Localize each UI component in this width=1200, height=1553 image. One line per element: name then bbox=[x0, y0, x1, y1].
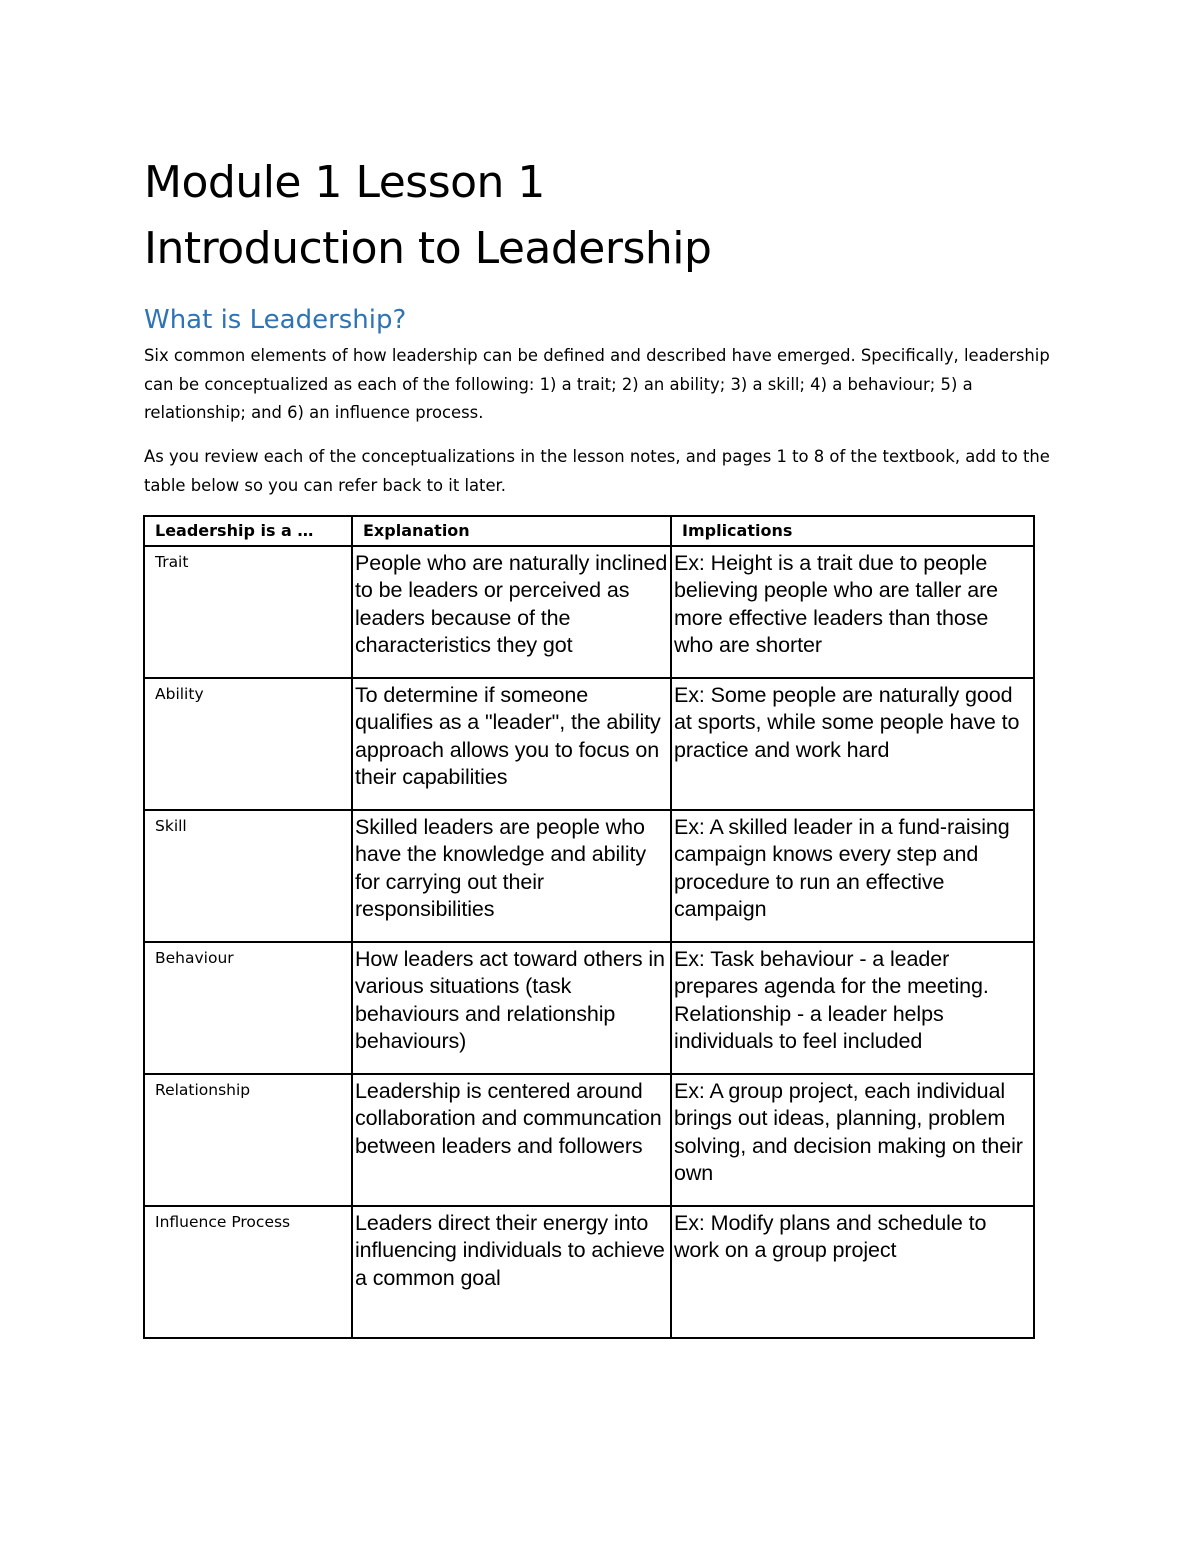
explanation-text: Leaders direct their energy into influencing individuals to achieve a common goal bbox=[355, 1211, 665, 1290]
header-implications: Implications bbox=[671, 516, 1034, 546]
explanation-cell[interactable] bbox=[352, 1074, 671, 1206]
table-row bbox=[144, 942, 1034, 1074]
leadership-table bbox=[143, 515, 1035, 1339]
explanation-cell[interactable] bbox=[352, 546, 671, 678]
implications-cell[interactable] bbox=[671, 942, 1034, 1074]
explanation-text: To determine if someone qualifies as a "leader", the ability approach allows you to focus on their capabilities bbox=[355, 683, 661, 789]
explanation-text: How leaders act toward others in various situations (task behaviours and relationship behaviours) bbox=[355, 947, 665, 1053]
term-cell[interactable] bbox=[144, 810, 352, 942]
implications-cell[interactable] bbox=[671, 678, 1034, 810]
explanation-cell[interactable] bbox=[352, 678, 671, 810]
table-header-row bbox=[144, 516, 1034, 546]
table-row bbox=[144, 546, 1034, 678]
explanation-text: Leadership is centered around collaboration and communcation between leaders and followers bbox=[355, 1079, 662, 1158]
term-cell[interactable] bbox=[144, 1206, 352, 1338]
table-row bbox=[144, 678, 1034, 810]
title-line-topic: Introduction to Leadership bbox=[144, 223, 712, 274]
term-cell[interactable] bbox=[144, 546, 352, 678]
implications-text: Ex: Modify plans and schedule to work on a group project bbox=[674, 1211, 987, 1263]
explanation-cell[interactable] bbox=[352, 810, 671, 942]
header-leadership-is-a: Leadership is a … bbox=[144, 516, 352, 546]
implications-cell[interactable] bbox=[671, 546, 1034, 678]
term-cell[interactable] bbox=[144, 942, 352, 1074]
section-heading: What is Leadership? bbox=[144, 305, 407, 335]
implications-cell[interactable] bbox=[671, 1206, 1034, 1338]
title-line-module: Module 1 Lesson 1 bbox=[144, 157, 545, 208]
implications-text: Ex: A skilled leader in a fund-raising campaign knows every step and procedure to run an effective campaign bbox=[674, 815, 1010, 921]
implications-text: Ex: Some people are naturally good at sports, while some people have to practice and work hard bbox=[674, 683, 1020, 762]
term-text: Ability bbox=[155, 685, 204, 703]
term-text: Skill bbox=[155, 817, 187, 835]
term-text: Relationship bbox=[155, 1081, 251, 1099]
explanation-cell[interactable] bbox=[352, 942, 671, 1074]
table-row bbox=[144, 1074, 1034, 1206]
instruction-paragraph: As you review each of the conceptualizations in the lesson notes, and pages 1 to 8 of the textbook, add to the table below so you can refer back to it later. bbox=[144, 447, 1050, 495]
explanation-text: People who are naturally inclined to be leaders or perceived as leaders because of the characteristics they got bbox=[355, 551, 668, 657]
page-title bbox=[144, 150, 711, 282]
intro-paragraph: Six common elements of how leadership can be defined and described have emerged. Specifically, leadership can be conceptualized as each of the following: 1) a trait; 2) an ability; 3) a skill; 4) a behaviour; 5) a relationship; and 6) an influence process. bbox=[144, 346, 1050, 422]
term-text: Behaviour bbox=[155, 949, 234, 967]
table-row bbox=[144, 810, 1034, 942]
implications-text: Ex: Height is a trait due to people believing people who are taller are more effective leaders than those who are shorter bbox=[674, 551, 998, 657]
implications-cell[interactable] bbox=[671, 810, 1034, 942]
term-text: Trait bbox=[155, 553, 189, 571]
implications-text: Ex: Task behaviour - a leader prepares agenda for the meeting. Relationship - a leader helps individuals to feel included bbox=[674, 947, 989, 1053]
implications-cell[interactable] bbox=[671, 1074, 1034, 1206]
table-row bbox=[144, 1206, 1034, 1338]
explanation-text: Skilled leaders are people who have the knowledge and ability for carrying out their responsibilities bbox=[355, 815, 647, 921]
term-cell[interactable] bbox=[144, 1074, 352, 1206]
term-text: Influence Process bbox=[155, 1213, 291, 1231]
implications-text: Ex: A group project, each individual brings out ideas, planning, problem solving, and decision making on their own bbox=[674, 1079, 1023, 1185]
header-explanation: Explanation bbox=[352, 516, 671, 546]
explanation-cell[interactable] bbox=[352, 1206, 671, 1338]
term-cell[interactable] bbox=[144, 678, 352, 810]
